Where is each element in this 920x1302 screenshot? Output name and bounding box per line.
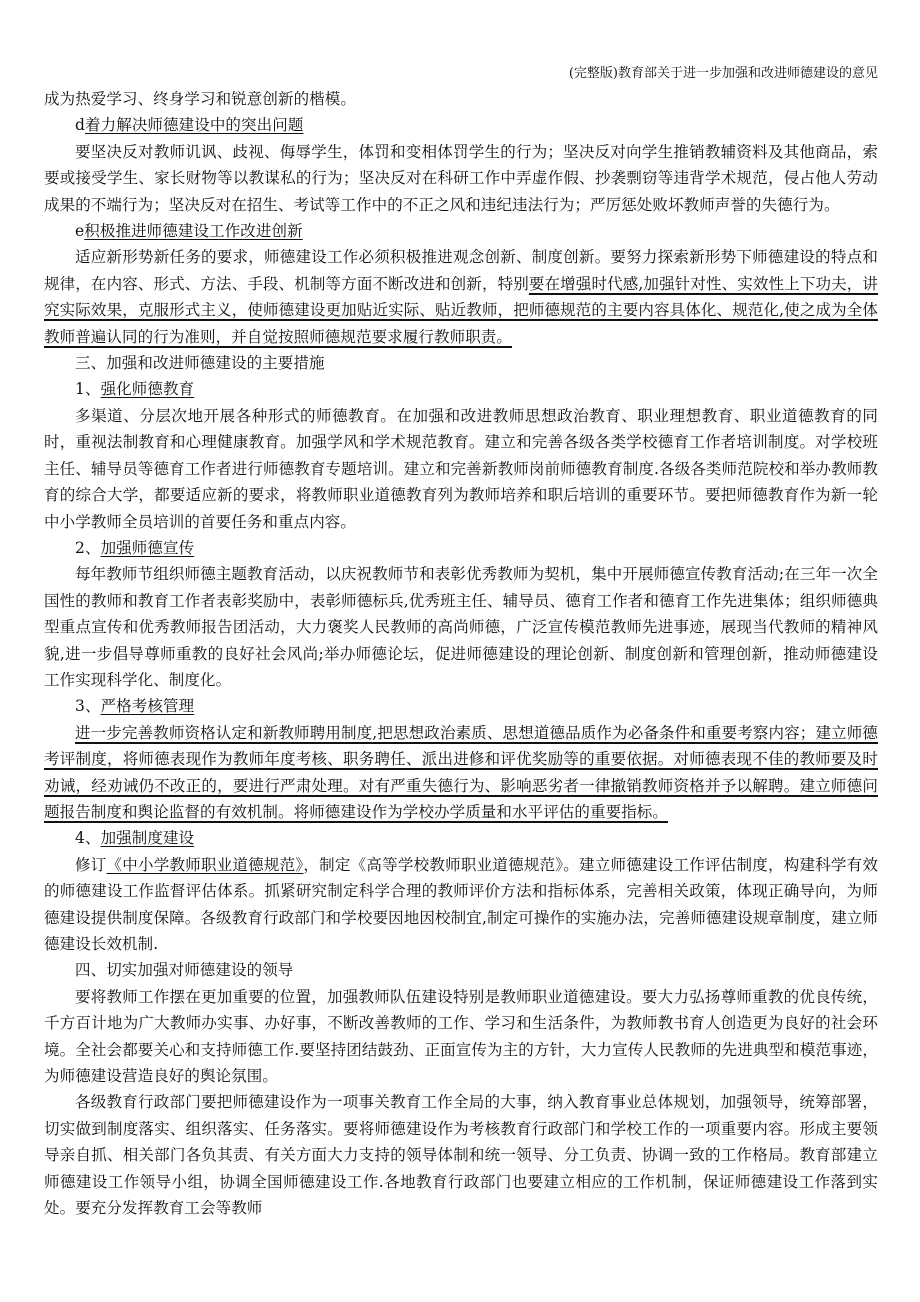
subheading-1 (44, 376, 878, 402)
subheading-number: 4、 (75, 829, 101, 848)
subheading-number: 2、 (75, 538, 101, 557)
subheading-3 (44, 693, 878, 719)
underlined-passage: 进一步完善教师资格认定和新教师聘用制度,把思想政治素质、思想道德品质作为必备条件和重要考察内容；建立师德考评制度，将师德表现作为教师年度考核、职务聘任、派出进修和评优奖励等的重要依据。对师德表现不佳的教师要及时劝诫，经劝诫仍不改正的，要进行严肃处理。对有严重失德行为、影响恶劣者一律撤销教师资格并予以解聘。建立师德问题报告制度和舆论监督的有效机制。将师德建设作为学校办学质量和水平评估的重要指标。 (44, 723, 878, 821)
subheading-2 (44, 535, 878, 561)
section-heading-three: 三、加强和改进师德建设的主要措施 (75, 354, 325, 373)
section-heading-e (44, 218, 878, 244)
subheading-text: 强化师德教育 (100, 380, 195, 399)
section-heading-four: 四、切实加强对师德建设的领导 (75, 961, 294, 980)
paragraph-prohibitions: 要坚决反对教师讥讽、歧视、侮辱学生，体罚和变相体罚学生的行为；坚决反对向学生推销教辅资料及其他商品，索要或接受学生、家长财物等以教谋私的行为；坚决反对在科研工作中弄虚作假、抄袭剽窃等违背学术规范，侵占他人劳动成果的不端行为；坚决反对在招生、考试等工作中的不正之风和违纪违法行为；严厉惩处败坏教师声誉的失德行为。 (44, 142, 878, 214)
paragraph-system (44, 852, 878, 958)
paragraph-administration: 各级教育行政部门要把师德建设作为一项事关教育工作全局的大事，纳入教育事业总体规划，加强领导，统筹部署，切实做到制度落实、组织落实、任务落实。要将师德建设作为考核教育行政部门和学校工作的一项重要内容。形成主要领导亲自抓、相关部门各负其责、有关方面大力支持的领导体制和统一领导、分工负责、协调一致的工作格局。教育部建立师德建设工作领导小组，协调全国师德建设工作.各地教育行政部门也要建立相应的工作机制，保证师德建设工作落到实处。要充分发挥教育工会等教师 (44, 1093, 878, 1218)
heading-text: 着力解决师德建设中的突出问题 (85, 116, 304, 135)
paragraph-assessment (44, 720, 878, 826)
underlined-title: 《中小学教师职业道德规范》 (106, 855, 304, 874)
paragraph-education: 多渠道、分层次地开展各种形式的师德教育。在加强和改进教师思想政治教育、职业理想教育、职业道德教育的同时，重视法制教育和心理健康教育。加强学风和学术规范教育。建立和完善各级各类学校德育工作者培训制度。对学校班主任、辅导员等德育工作者进行师德教育专题培训。建立和完善新教师岗前师德教育制度.各级各类师范院校和举办教师教育的综合大学，都要适应新的要求，将教师职业道德教育列为教师培养和职后培训的重要环节。要把师德教育作为新一轮中小学教师全员培训的首要任务和重点内容。 (44, 406, 878, 531)
paragraph-innovation (44, 244, 878, 350)
paragraph-continuation: 成为热爱学习、终身学习和锐意创新的楷模。 (44, 90, 357, 108)
document-body (44, 86, 878, 1221)
subheading-text: 加强制度建设 (100, 829, 195, 848)
paragraph-publicity: 每年教师节组织师德主题教育活动，以庆祝教师节和表彰优秀教师为契机，集中开展师德宣传教育活动;在三年一次全国性的教师和教育工作者表彰奖励中，表彰师德标兵,优秀班主任、辅导员、德育工作者和德育工作先进集体；组织师德典型重点宣传和优秀教师报告团活动，大力褒奖人民教师的高尚师德，广泛宣传模范教师先进事迹，展现当代教师的精神风貌,进一步倡导尊师重教的良好社会风尚;举办师德论坛，促进师德建设的理论创新、制度创新和管理创新，推动师德建设工作实现科学化、制度化。 (44, 565, 878, 689)
paragraph-text: ，制定《高等学校教师职业道德规范》。建立师德建设工作评估制度，构建科学有效的师德建设工作监督评估体系。抓紧研究制定科学合理的教师评价方法和指标体系，完善相关政策，体现正确导向，为师德建设提供制度保障。各级教育行政部门和学校要因地因校制宜,制定可操作的实施办法，完善师德建设规章制度，建立师德建设长效机制. (44, 855, 879, 953)
paragraph-leadership: 要将教师工作摆在更加重要的位置，加强教师队伍建设特别是教师职业道德建设。要大力弘扬尊师重教的优良传统，千方百计地为广大教师办实事、办好事，不断改善教师的工作、学习和生活条件，为教师教书育人创造更为良好的社会环境。全社会都要关心和支持师德工作.要坚持团结鼓劲、正面宣传为主的方针，大力宣传人民教师的先进典型和模范事迹，为师德建设营造良好的舆论氛围。 (44, 987, 878, 1086)
subheading-text: 加强师德宣传 (100, 538, 195, 557)
paragraph-text: 修订 (75, 855, 107, 874)
page-header: (完整版)教育部关于进一步加强和改进师德建设的意见 (568, 66, 878, 81)
paragraph-text: 适应新形势新任务的要求，师德建设工作必须积极推进观念创新、制度创新。要努力探索新形势下师德建设的特点和规律，在内容、形式、方法、手段、机制等方面不断改进和创新，特别 (44, 248, 878, 293)
underlined-passage: 要在增强时代感,加强针对性、实效性上下功夫，讲究实际效果，克服形式主义，使师德建设更加贴近实际、贴近教师，把师德规范的主要内容具体化、规范化,使之成为全体教师普遍认同的行为准则，并自觉按照师德规范要求履行教师职责。 (44, 274, 878, 346)
heading-letter: e (75, 222, 85, 241)
section-heading-d (44, 112, 878, 138)
subheading-number: 3、 (75, 697, 101, 716)
subheading-4 (44, 825, 878, 851)
subheading-text: 严格考核管理 (100, 697, 195, 716)
heading-text: 积极推进师德建设工作改进创新 (84, 222, 303, 241)
subheading-number: 1、 (75, 380, 101, 399)
heading-letter: d (75, 116, 86, 135)
